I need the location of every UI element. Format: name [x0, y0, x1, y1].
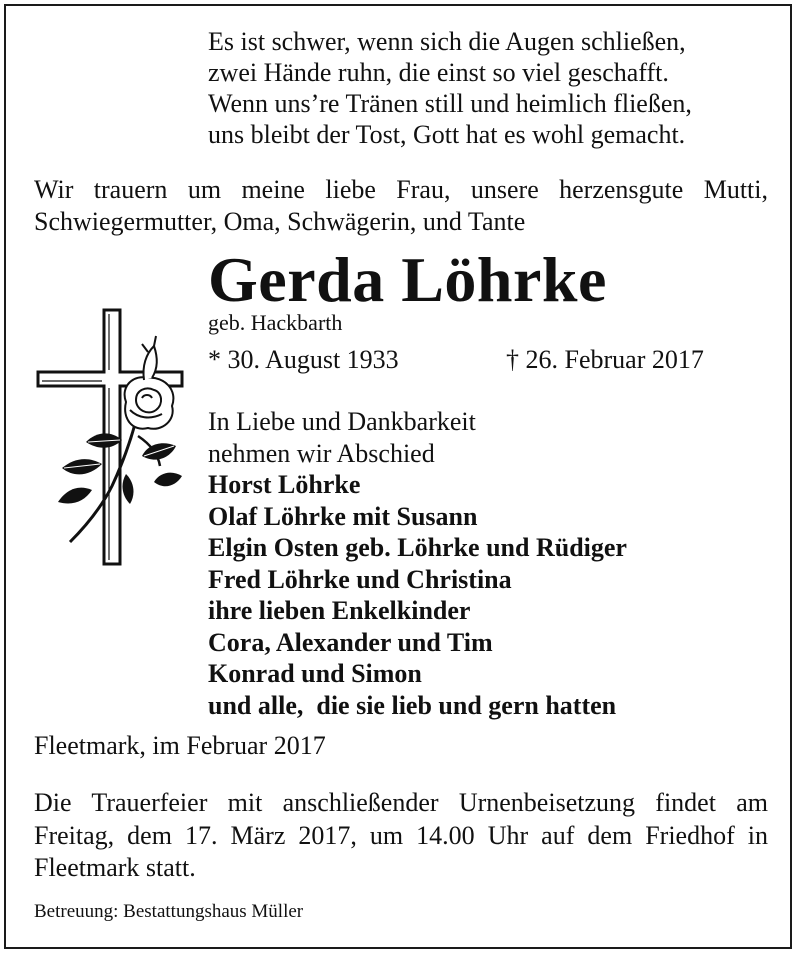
poem-line: Wenn uns’re Tränen still und heimlich fließen,: [208, 89, 692, 118]
mourner-name: und alle, die sie lieb und gern hatten: [208, 690, 617, 720]
mourner-name: ihre lieben Enkelkinder: [208, 596, 471, 625]
mourners-list: [208, 406, 627, 721]
mourner-name: Olaf Löhrke mit Susann: [208, 501, 478, 531]
deceased-name: Gerda Löhrke: [208, 244, 607, 315]
birth-date: * 30. August 1933: [208, 345, 399, 374]
death-date: † 26. Februar 2017: [506, 345, 704, 374]
poem-line: zwei Hände ruhn, die einst so viel geschafft.: [208, 58, 669, 87]
funeral-service-details: Die Trauerfeier mit anschließender Urnenbeisetzung findet am Freitag, dem 17. März 2017, um 14.00 Uhr auf dem Friedhof in Fleetmark statt.: [34, 788, 768, 882]
mourner-name: Fred Löhrke und Christina: [208, 564, 512, 594]
mourning-intro: Wir trauern um meine liebe Frau, unsere herzensgute Mutti, Schwiegermutter, Oma, Schwägerin, und Tante: [34, 175, 768, 236]
mourners-intro-line: nehmen wir Abschied: [208, 438, 435, 468]
memorial-poem: [208, 26, 692, 150]
maiden-name: geb. Hackbarth: [208, 310, 343, 335]
undertaker-credit: Betreuung: Bestattungshaus Müller: [34, 901, 304, 922]
mourner-name: Horst Löhrke: [208, 470, 361, 499]
mourner-name: Cora, Alexander und Tim: [208, 627, 493, 657]
cross-with-rose-icon: [30, 306, 200, 568]
mourners-intro-line: In Liebe und Dankbarkeit: [208, 407, 476, 436]
mourner-name: Konrad und Simon: [208, 659, 422, 688]
place-and-date: Fleetmark, im Februar 2017: [34, 731, 326, 760]
poem-line: Es ist schwer, wenn sich die Augen schließen,: [208, 27, 686, 56]
mourner-name: Elgin Osten geb. Löhrke und Rüdiger: [208, 533, 627, 562]
poem-line: uns bleibt der Tost, Gott hat es wohl gemacht.: [208, 120, 686, 149]
